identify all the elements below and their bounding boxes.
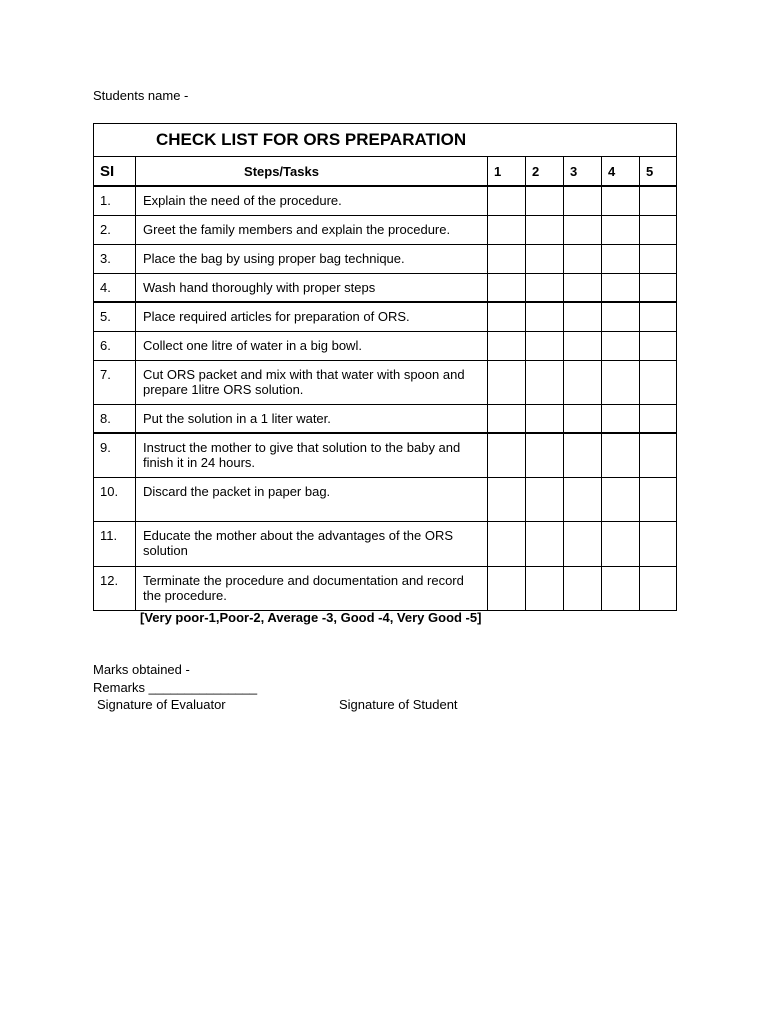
rating-cell[interactable] bbox=[526, 302, 564, 331]
row-task: Explain the need of the procedure. bbox=[136, 186, 488, 215]
rating-cell[interactable] bbox=[488, 273, 526, 302]
table-row bbox=[94, 215, 677, 244]
rating-cell[interactable] bbox=[602, 404, 640, 433]
rating-cell[interactable] bbox=[640, 302, 677, 331]
rating-cell[interactable] bbox=[526, 566, 564, 610]
signature-student-label: Signature of Student bbox=[339, 697, 458, 712]
rating-cell[interactable] bbox=[488, 302, 526, 331]
rating-cell[interactable] bbox=[526, 404, 564, 433]
rating-cell[interactable] bbox=[488, 215, 526, 244]
row-task: Cut ORS packet and mix with that water with spoon and prepare 1litre ORS solution. bbox=[136, 360, 488, 404]
row-si: 6. bbox=[94, 331, 136, 360]
row-si: 5. bbox=[94, 302, 136, 331]
rating-scale-note: [Very poor-1,Poor-2, Average -3, Good -4, Very Good -5] bbox=[140, 610, 482, 625]
table-row bbox=[94, 186, 677, 215]
rating-cell[interactable] bbox=[640, 273, 677, 302]
header-row bbox=[94, 157, 677, 187]
rating-cell[interactable] bbox=[564, 521, 602, 566]
rating-cell[interactable] bbox=[526, 477, 564, 521]
rating-cell[interactable] bbox=[602, 215, 640, 244]
row-task: Place the bag by using proper bag technique. bbox=[136, 244, 488, 273]
rating-cell[interactable] bbox=[640, 244, 677, 273]
rating-cell[interactable] bbox=[488, 404, 526, 433]
header-rating-2: 2 bbox=[526, 157, 564, 187]
rating-cell[interactable] bbox=[602, 244, 640, 273]
header-steps: Steps/Tasks bbox=[136, 157, 488, 187]
rating-cell[interactable] bbox=[602, 302, 640, 331]
checklist-title: CHECK LIST FOR ORS PREPARATION bbox=[94, 124, 677, 157]
rating-cell[interactable] bbox=[488, 433, 526, 477]
signature-evaluator-label: Signature of Evaluator bbox=[97, 697, 226, 712]
rating-cell[interactable] bbox=[526, 521, 564, 566]
rating-cell[interactable] bbox=[564, 244, 602, 273]
remarks-label: Remarks _______________ bbox=[93, 680, 258, 695]
rating-cell[interactable] bbox=[640, 360, 677, 404]
row-si: 10. bbox=[94, 477, 136, 521]
checklist-table bbox=[93, 123, 677, 611]
row-task: Place required articles for preparation of ORS. bbox=[136, 302, 488, 331]
row-task: Educate the mother about the advantages of the ORS solution bbox=[136, 521, 488, 566]
rating-cell[interactable] bbox=[488, 244, 526, 273]
rating-cell[interactable] bbox=[564, 566, 602, 610]
row-si: 9. bbox=[94, 433, 136, 477]
students-name-label: Students name - bbox=[93, 88, 189, 103]
rating-cell[interactable] bbox=[564, 302, 602, 331]
rating-cell[interactable] bbox=[564, 360, 602, 404]
rating-cell[interactable] bbox=[488, 566, 526, 610]
marks-obtained-label: Marks obtained - bbox=[93, 662, 190, 677]
table-row bbox=[94, 360, 677, 404]
rating-cell[interactable] bbox=[526, 273, 564, 302]
rating-cell[interactable] bbox=[602, 360, 640, 404]
header-rating-1: 1 bbox=[488, 157, 526, 187]
row-task: Collect one litre of water in a big bowl. bbox=[136, 331, 488, 360]
rating-cell[interactable] bbox=[488, 186, 526, 215]
row-task: Instruct the mother to give that solution to the baby and finish it in 24 hours. bbox=[136, 433, 488, 477]
header-si: SI bbox=[94, 157, 136, 187]
rating-cell[interactable] bbox=[602, 566, 640, 610]
rating-cell[interactable] bbox=[564, 433, 602, 477]
row-task: Discard the packet in paper bag. bbox=[136, 477, 488, 521]
rating-cell[interactable] bbox=[602, 433, 640, 477]
header-rating-3: 3 bbox=[564, 157, 602, 187]
row-task: Put the solution in a 1 liter water. bbox=[136, 404, 488, 433]
row-task: Greet the family members and explain the procedure. bbox=[136, 215, 488, 244]
rating-cell[interactable] bbox=[526, 433, 564, 477]
rating-cell[interactable] bbox=[564, 273, 602, 302]
row-si: 4. bbox=[94, 273, 136, 302]
rating-cell[interactable] bbox=[526, 186, 564, 215]
rating-cell[interactable] bbox=[488, 477, 526, 521]
row-si: 11. bbox=[94, 521, 136, 566]
table-row bbox=[94, 302, 677, 331]
rating-cell[interactable] bbox=[602, 186, 640, 215]
row-si: 8. bbox=[94, 404, 136, 433]
table-row bbox=[94, 404, 677, 433]
row-si: 3. bbox=[94, 244, 136, 273]
rating-cell[interactable] bbox=[640, 404, 677, 433]
rating-cell[interactable] bbox=[526, 215, 564, 244]
rating-cell[interactable] bbox=[526, 360, 564, 404]
rating-cell[interactable] bbox=[488, 360, 526, 404]
rating-cell[interactable] bbox=[526, 331, 564, 360]
rating-cell[interactable] bbox=[602, 521, 640, 566]
table-row bbox=[94, 433, 677, 477]
rating-cell[interactable] bbox=[526, 244, 564, 273]
header-rating-4: 4 bbox=[602, 157, 640, 187]
row-si: 2. bbox=[94, 215, 136, 244]
rating-cell[interactable] bbox=[640, 186, 677, 215]
rating-cell[interactable] bbox=[488, 521, 526, 566]
table-row bbox=[94, 244, 677, 273]
table-row bbox=[94, 331, 677, 360]
rating-cell[interactable] bbox=[602, 477, 640, 521]
rating-cell[interactable] bbox=[640, 521, 677, 566]
row-task: Terminate the procedure and documentation and record the procedure. bbox=[136, 566, 488, 610]
table-row bbox=[94, 477, 677, 521]
rating-cell[interactable] bbox=[564, 215, 602, 244]
rating-cell[interactable] bbox=[564, 331, 602, 360]
rating-cell[interactable] bbox=[640, 433, 677, 477]
rating-cell[interactable] bbox=[564, 186, 602, 215]
rating-cell[interactable] bbox=[602, 331, 640, 360]
rating-cell[interactable] bbox=[564, 477, 602, 521]
row-task: Wash hand thoroughly with proper steps bbox=[136, 273, 488, 302]
rating-cell[interactable] bbox=[488, 331, 526, 360]
rating-cell[interactable] bbox=[640, 477, 677, 521]
rating-cell[interactable] bbox=[564, 404, 602, 433]
row-si: 7. bbox=[94, 360, 136, 404]
table-row bbox=[94, 273, 677, 302]
rating-cell[interactable] bbox=[640, 215, 677, 244]
rating-cell[interactable] bbox=[602, 273, 640, 302]
table-row bbox=[94, 566, 677, 610]
rating-cell[interactable] bbox=[640, 331, 677, 360]
header-rating-5: 5 bbox=[640, 157, 677, 187]
rating-cell[interactable] bbox=[640, 566, 677, 610]
row-si: 12. bbox=[94, 566, 136, 610]
table-row bbox=[94, 521, 677, 566]
row-si: 1. bbox=[94, 186, 136, 215]
